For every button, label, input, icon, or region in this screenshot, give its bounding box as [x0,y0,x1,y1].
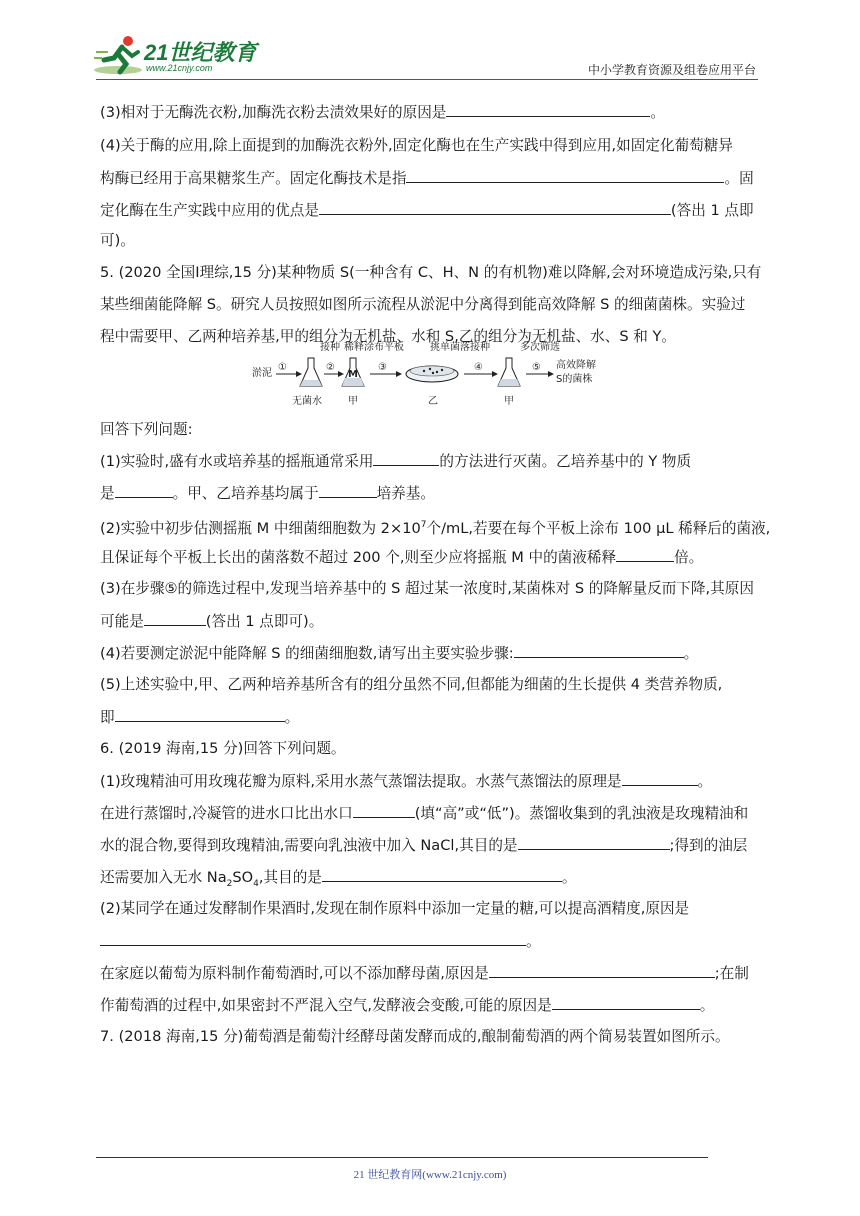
isolation-flow-diagram [248,340,618,410]
step1-label: ① [278,362,287,373]
line-q4-3: (3)相对于无酶洗衣粉,加酶洗衣粉去渍效果好的原因是 。 [100,100,665,131]
answer-blank[interactable] [115,705,285,722]
answer-blank[interactable] [100,929,526,946]
result-label-2: S的菌株 [556,374,593,385]
colony-dot [432,372,434,374]
answer-blank[interactable] [373,449,439,466]
line-q5-sub5a: (5)上述实验中,甲、乙两种培养基所含有的组分虽然不同,但都能为细菌的生长提供 4 类营养物质, [100,676,723,693]
footer-divider [96,1157,708,1158]
line-q5-sub3b: 可能是 (答出 1 点即可)。 [100,609,323,640]
answer-blank[interactable] [406,166,724,183]
sterile-water-label: 无菌水 [292,396,322,407]
medium-yi-label: 乙 [428,396,438,407]
answer-blank[interactable] [616,545,674,562]
answer-blank[interactable] [115,481,173,498]
answer-blank[interactable] [514,641,684,658]
line-q6-sub2d: 作葡萄酒的过程中,如果密封不严混入空气,发酵液会变酸,可能的原因是 。 [100,993,714,1024]
line-q5-3: 程中需要甲、乙两种培养基,甲的组分为无机盐、水和 S,乙的组分为无机盐、水、S 和 Y。 [100,328,677,345]
pick-colony-label: 挑单菌落接种 [430,342,490,353]
logo-text: 21世纪教育 [144,40,257,65]
header-divider [96,79,758,80]
arrow-1-head [296,371,302,377]
line-q6-sub1a: (1)玫瑰精油可用玫瑰花瓣为原料,采用水蒸气蒸馏法提取。水蒸气蒸馏法的原理是 。 [100,769,712,800]
line-q5-1: 5. (2020 全国Ⅰ理综,15 分)某种物质 S(一种含有 C、H、N 的有机物)难以降解,会对环境造成污染,只有 [100,264,762,281]
line-q4-4d: 可)。 [100,232,135,249]
arrow-5-head [548,371,554,377]
line-q6-1: 6. (2019 海南,15 分)回答下列问题。 [100,740,346,757]
line-q7-1: 7. (2018 海南,15 分)葡萄酒是葡萄汁经酵母菌发酵而成的,酿制葡萄酒的两个简易装置如图所示。 [100,1028,730,1045]
inoculate-label: 接种 [320,342,340,353]
line-q6-sub1d: 还需要加入无水 $Na_2SO_4$,其目的是 。 [100,865,577,896]
mud-label: 淤泥 [252,368,272,379]
answer-prompt: 回答下列问题: [100,421,193,438]
line-q5-sub2a: (2)实验中初步估测摇瓶 M 中细菌细胞数为 $2\times 10^7$个/mL,若要在每个平板上涂布 100 μL 稀释后的菌液, [100,519,771,537]
step5-label: ⑤ [532,362,541,373]
logo-url: www.21cnjy.com [146,63,213,73]
answer-blank[interactable] [319,198,671,215]
colony-dot [429,368,431,370]
arrow-3-head [396,371,402,377]
medium-jia-label-1: 甲 [348,396,358,407]
line-q5-2: 某些细菌能降解 S。研究人员按照如图所示流程从淤泥中分离得到能高效降解 S 的细菌菌株。实验过 [100,296,746,313]
answer-blank[interactable] [489,961,715,978]
line-q6-sub2c: 在家庭以葡萄为原料制作葡萄酒时,可以不添加酵母菌,原因是 ;在制 [100,961,749,992]
answer-blank[interactable] [144,609,206,626]
line-q5-sub5b: 即 。 [100,705,299,736]
flask-liquid [300,380,322,386]
arrow-4-head [492,371,498,377]
answer-blank[interactable] [322,865,562,882]
step4-label: ④ [474,362,483,373]
line-q6-sub2b: 。 [100,929,541,960]
line-q6-sub1b: 在进行蒸馏时,冷凝管的进水口比出水口 (填“高”或“低”)。蒸馏收集到的乳浊液是玫瑰精油和 [100,801,748,832]
line-q5-sub4: (4)若要测定淤泥中能降解 S 的细菌细胞数,请写出主要实验步骤: 。 [100,641,698,672]
line-q4-4c: 定化酶在生产实践中应用的优点是 (答出 1 点即 [100,198,754,229]
petri-dish-medium [410,366,454,376]
arrow-2-head [338,371,344,377]
line-q6-sub1c: 水的混合物,要得到玫瑰精油,需要向乳浊液中加入 NaCl,其目的是 ;得到的油层 [100,833,747,864]
answer-blank[interactable] [446,100,650,117]
colony-dot [423,370,425,372]
line-q5-sub1a: (1)实验时,盛有水或培养基的摇瓶通常采用 的方法进行灭菌。乙培养基中的 Y 物质 [100,449,691,480]
line-q5-sub1b: 是 。甲、乙培养基均属于 培养基。 [100,481,435,512]
step3-label: ③ [378,362,387,373]
answer-blank[interactable] [552,993,700,1010]
line-q5-sub3a: (3)在步骤⑤的筛选过程中,发现当培养基中的 S 超过某一浓度时,某菌株对 S 的降解量反而下降,其原因 [100,580,754,597]
line-q6-sub2a: (2)某同学在通过发酵制作果酒时,发现在制作原料中添加一定量的糖,可以提高酒精度,原因是 [100,900,690,917]
flask-m-label: M [348,369,358,380]
page-header [0,0,860,80]
line-q4-4a: (4)关于酶的应用,除上面提到的加酶洗衣粉外,固定化酶也在生产实践中得到应用,如固定化葡萄糖异 [100,137,733,154]
answer-blank[interactable] [353,801,415,818]
dilute-plate-label: 稀释涂布平板 [344,342,404,353]
colony-dot [436,371,438,373]
answer-blank[interactable] [518,833,670,850]
platform-title: 中小学教育资源及组卷应用平台 [587,63,756,77]
line-q5-sub2b: 且保证每个平板上长出的菌落数不超过 200 个,则至少应将摇瓶 M 中的菌液稀释 倍。 [100,545,703,576]
medium-jia-label-2: 甲 [504,396,514,407]
step2-label: ② [326,362,335,373]
answer-blank[interactable] [319,481,377,498]
flask-liquid [498,379,520,386]
answer-blank[interactable] [622,769,698,786]
result-label-1: 高效降解 [556,360,596,371]
multi-screen-label: 多次筛选 [520,342,560,353]
line-q4-4b: 构酶已经用于高果糖浆生产。固定化酶技术是指 。固 [100,166,754,197]
colony-dot [441,369,443,371]
footer-link[interactable]: 21 世纪教育网(www.21cnjy.com) [353,1169,507,1181]
